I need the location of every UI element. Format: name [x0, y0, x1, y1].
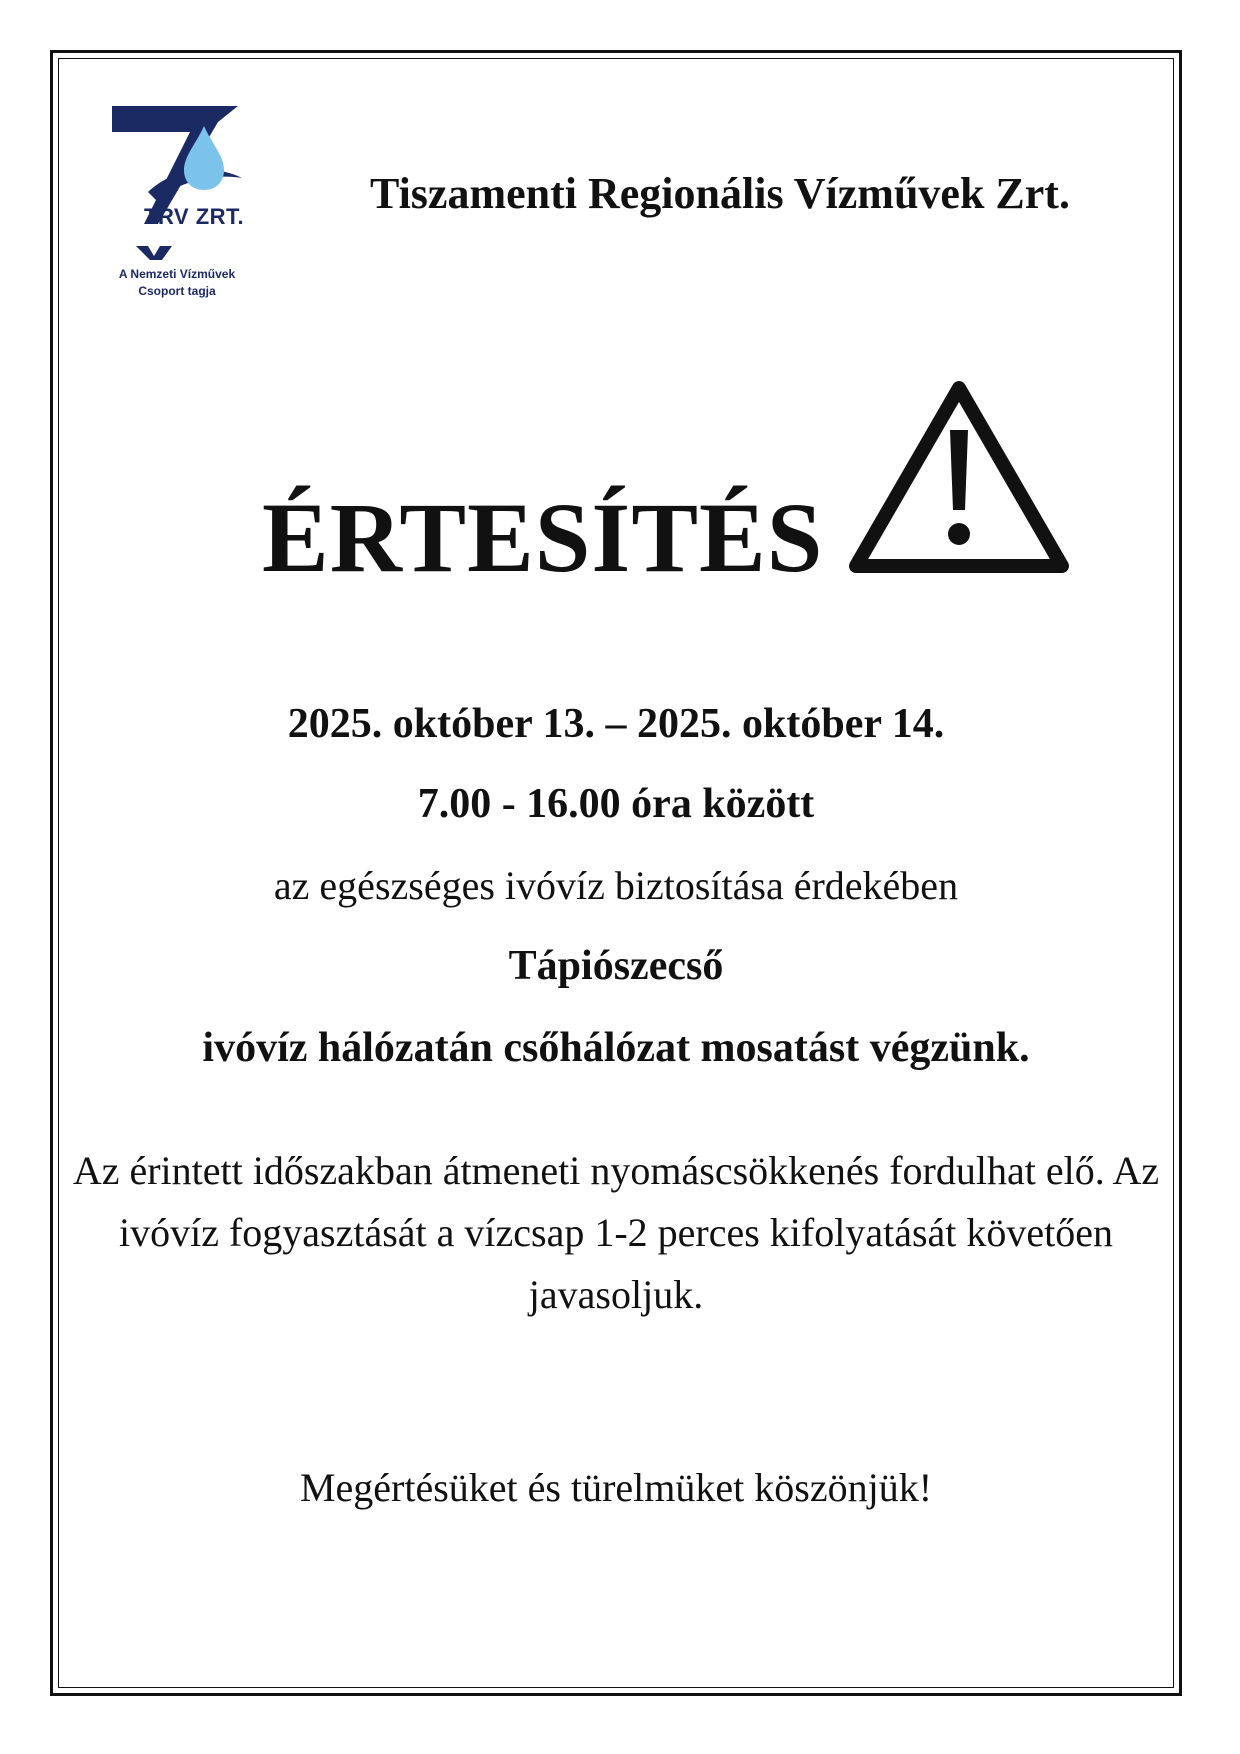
time-range: 7.00 - 16.00 óra között: [417, 781, 815, 827]
purpose-text: az egészséges ivóvíz biztosítása érdekében: [273, 863, 959, 908]
thanks-text: Megértésüket és türelmüket köszönjük!: [299, 1465, 933, 1510]
notice-title: ÉRTESÍTÉS: [262, 482, 824, 593]
info-paragraph: Az érintett időszakban átmeneti nyomáscsökkenés fordulhat elő. Az ivóvíz fogyasztását a vízcsap 1-2 perces kifolyatását követően javasoljuk.: [72, 1148, 1160, 1317]
logo-subtitle-line2: Csoport tagja: [138, 284, 216, 298]
company-name: Tiszamenti Regionális Vízművek Zrt.: [370, 169, 1070, 218]
action-text: ivóvíz hálózatán csőhálózat mosatást végzünk.: [202, 1025, 1030, 1071]
warning-triangle-icon: [846, 378, 1072, 578]
logo-abbreviation: TRV ZRT.: [144, 204, 245, 229]
place-name: Tápiószecső: [508, 943, 724, 989]
logo-subtitle: [104, 266, 250, 300]
logo-subtitle-line1: A Nemzeti Vízművek: [118, 267, 236, 281]
date-range: 2025. október 13. – 2025. október 14.: [287, 701, 945, 747]
nemzeti-vizmuvek-mark: [136, 246, 172, 260]
